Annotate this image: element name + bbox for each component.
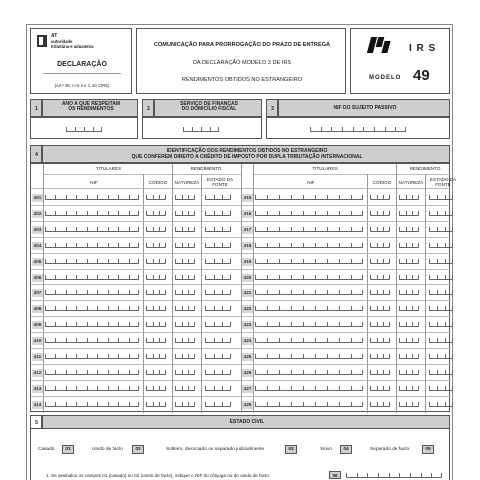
row-codigo-input[interactable] — [146, 353, 166, 359]
row-codigo-input[interactable] — [370, 321, 390, 327]
row-codigo-input[interactable] — [146, 194, 166, 200]
header-left-box — [30, 28, 132, 94]
tax-office-input[interactable] — [183, 126, 219, 132]
row-natureza-input[interactable] — [399, 226, 419, 232]
row-nif-input[interactable] — [45, 274, 139, 280]
table-row — [241, 316, 451, 332]
row-number: 414 — [33, 401, 42, 407]
row-number: 405 — [33, 258, 42, 264]
row-number: 422 — [243, 306, 252, 312]
table-divider — [31, 284, 241, 285]
row-nif-input[interactable] — [255, 305, 363, 311]
row-estado-fonte-input[interactable] — [429, 289, 453, 295]
row-nif-input[interactable] — [255, 258, 363, 264]
row-number: 426 — [243, 369, 252, 375]
row-nif-input[interactable] — [255, 337, 363, 343]
row-number: 408 — [33, 306, 42, 312]
table-divider — [241, 396, 451, 397]
irs-label: I R S — [409, 43, 437, 54]
header-title-box — [136, 28, 346, 94]
row-natureza-input[interactable] — [175, 369, 195, 375]
row-nif-input[interactable] — [45, 321, 139, 327]
row-estado-fonte-input[interactable] — [205, 210, 231, 216]
section1-number: 1 — [30, 99, 42, 117]
row-natureza-input[interactable] — [175, 401, 195, 407]
row-number: 406 — [33, 274, 42, 280]
row-nif-input[interactable] — [45, 305, 139, 311]
row-natureza-input[interactable] — [175, 305, 195, 311]
row-estado-fonte-input[interactable] — [205, 242, 231, 248]
row-number: 411 — [33, 354, 42, 359]
row-codigo-input[interactable] — [370, 305, 390, 311]
table-row — [241, 253, 451, 269]
row-estado-fonte-input[interactable] — [429, 337, 453, 343]
row-codigo-input[interactable] — [146, 226, 166, 232]
row-estado-fonte-input[interactable] — [429, 321, 453, 327]
estado-fonte-column-header: ESTADO DA FONTE — [429, 177, 457, 187]
row-codigo-input[interactable] — [370, 353, 390, 359]
row-natureza-input[interactable] — [399, 369, 419, 375]
row-number: 415 — [243, 195, 252, 200]
row-codigo-input[interactable] — [370, 194, 390, 200]
table-row — [241, 221, 451, 237]
row-codigo-input[interactable] — [370, 226, 390, 232]
table-divider — [31, 316, 241, 317]
row-codigo-input[interactable] — [146, 337, 166, 343]
row-number: 423 — [243, 322, 252, 328]
doc-type: DECLARAÇÃO — [57, 61, 107, 68]
row-number: 427 — [243, 385, 252, 391]
table-row — [241, 205, 451, 221]
row-estado-fonte-input[interactable] — [205, 226, 231, 232]
civil-status-label: Solteiro, divorciado ou separado judicialmente — [166, 447, 265, 452]
row-natureza-input[interactable] — [175, 353, 195, 359]
table-divider — [43, 174, 241, 175]
row-codigo-input[interactable] — [146, 274, 166, 280]
row-natureza-input[interactable] — [399, 242, 419, 248]
row-nif-input[interactable] — [45, 385, 139, 391]
header-divider — [43, 73, 121, 74]
row-number: 407 — [33, 290, 42, 296]
row-codigo-input[interactable] — [146, 321, 166, 327]
row-number: 413 — [33, 385, 42, 391]
row-estado-fonte-input[interactable] — [205, 337, 231, 343]
civil-status-checkbox[interactable]: 01 — [62, 445, 74, 454]
row-estado-fonte-input[interactable] — [429, 194, 453, 200]
section2-label: SERVIÇO DE FINANÇAS DO DOMICÍLIO FISCAL — [180, 101, 238, 112]
row-nif-input[interactable] — [45, 194, 139, 200]
table-row — [241, 348, 451, 364]
row-natureza-input[interactable] — [175, 337, 195, 343]
nif-column-header: NIF — [90, 180, 98, 185]
spouse-nif-note: 1. Se assinalou os campos 01 (casado) ou 02 (unido de facto), indique o NIF do cônjuge ou do unido de facto — [46, 473, 269, 478]
table-row — [31, 205, 241, 221]
row-codigo-input[interactable] — [370, 242, 390, 248]
legal-reference: (Art.º 60, n.ºs 3 e 4, do CIRS) — [54, 83, 110, 88]
row-number: 416 — [243, 210, 252, 216]
row-codigo-input[interactable] — [370, 369, 390, 375]
table-divider — [31, 364, 241, 365]
table-row — [31, 348, 241, 364]
table-divider — [31, 380, 241, 381]
row-estado-fonte-input[interactable] — [205, 289, 231, 295]
row-estado-fonte-input[interactable] — [429, 305, 453, 311]
section2-header — [154, 99, 262, 117]
logo-text-tax: tributária e aduaneira — [51, 44, 94, 49]
row-codigo-input[interactable] — [370, 274, 390, 280]
row-nif-input[interactable] — [45, 401, 139, 407]
header-right-box — [350, 28, 450, 94]
row-estado-fonte-input[interactable] — [205, 258, 231, 264]
section5-number: 5 — [30, 415, 42, 429]
row-estado-fonte-input[interactable] — [429, 353, 453, 359]
row-number: 417 — [243, 226, 252, 232]
row-nif-input[interactable] — [45, 369, 139, 375]
row-nif-input[interactable] — [45, 210, 139, 216]
row-estado-fonte-input[interactable] — [205, 369, 231, 375]
row-natureza-input[interactable] — [399, 353, 419, 359]
row-nif-input[interactable] — [45, 353, 139, 359]
spouse-nif-code: 06 — [329, 471, 341, 479]
table-row — [31, 269, 241, 285]
section4-number: 4 — [30, 145, 42, 163]
row-nif-input[interactable] — [255, 353, 363, 359]
at-logo-icon — [37, 35, 47, 47]
section5-title: ESTADO CIVIL — [229, 419, 265, 425]
logo-text-authority: autoridade — [51, 39, 73, 44]
civil-status-label: Viúvo — [320, 447, 332, 452]
spouse-nif-input[interactable] — [346, 472, 442, 478]
row-number: 402 — [33, 210, 42, 216]
section2-number: 2 — [142, 99, 154, 117]
section4-title-line2: QUE CONFEREM DIREITO A CRÉDITO DE IMPOSTO POR DUPLA TRIBUTAÇÃO INTERNACIONAL — [131, 154, 363, 160]
civil-status-label: Unido de facto — [92, 447, 123, 452]
table-divider — [241, 237, 451, 238]
civil-status-checkbox[interactable]: 03 — [285, 445, 297, 454]
codigo-column-header: CÓDIGO — [372, 180, 392, 185]
row-nif-input[interactable] — [255, 274, 363, 280]
row-number: 424 — [243, 338, 252, 344]
row-natureza-input[interactable] — [175, 210, 195, 216]
irs-emblem-icon — [369, 37, 389, 53]
row-number: 403 — [33, 226, 42, 232]
row-nif-input[interactable] — [45, 337, 139, 343]
table-divider — [241, 364, 451, 365]
row-natureza-input[interactable] — [399, 194, 419, 200]
row-codigo-input[interactable] — [370, 385, 390, 391]
row-estado-fonte-input[interactable] — [429, 242, 453, 248]
table-row — [31, 253, 241, 269]
table-row — [241, 364, 451, 380]
row-estado-fonte-input[interactable] — [205, 353, 231, 359]
row-estado-fonte-input[interactable] — [429, 258, 453, 264]
row-codigo-input[interactable] — [146, 385, 166, 391]
table-divider — [31, 332, 241, 333]
row-natureza-input[interactable] — [175, 274, 195, 280]
nif-column-header: NIF — [307, 180, 315, 185]
titulares-header: TITULARES — [95, 166, 122, 171]
form-title-line3: RENDIMENTOS OBTIDOS NO ESTRANGEIRO — [181, 77, 303, 83]
row-natureza-input[interactable] — [399, 385, 419, 391]
table-divider — [241, 300, 451, 301]
section4-title-line1: IDENTIFICAÇÃO DOS RENDIMENTOS OBTIDOS NO ESTRANGEIRO — [166, 148, 328, 154]
row-number: 404 — [33, 242, 42, 248]
section3-label: NIF DO SUJEITO PASSIVO — [333, 105, 397, 111]
form-title-line1: COMUNICAÇÃO PARA PRORROGAÇÃO DO PRAZO DE ENTREGA — [153, 42, 331, 48]
row-natureza-input[interactable] — [399, 289, 419, 295]
section5-header — [42, 415, 450, 429]
table-divider — [253, 174, 451, 175]
row-natureza-input[interactable] — [175, 226, 195, 232]
row-nif-input[interactable] — [255, 194, 363, 200]
estado-fonte-column-header: ESTADO DA FONTE — [206, 177, 234, 187]
modelo-label: MODELO — [369, 75, 402, 81]
civil-status-label: Separado de facto — [370, 447, 410, 452]
table-row — [31, 284, 241, 300]
row-natureza-input[interactable] — [175, 194, 195, 200]
table-divider — [241, 205, 451, 206]
table-row — [31, 364, 241, 380]
civil-status-checkbox[interactable]: 05 — [422, 445, 434, 454]
row-natureza-input[interactable] — [399, 274, 419, 280]
row-nif-input[interactable] — [45, 242, 139, 248]
row-estado-fonte-input[interactable] — [429, 210, 453, 216]
table-divider — [241, 253, 451, 254]
row-codigo-input[interactable] — [146, 210, 166, 216]
table-divider — [241, 348, 451, 349]
row-codigo-input[interactable] — [146, 242, 166, 248]
row-number: 419 — [243, 258, 252, 264]
row-estado-fonte-input[interactable] — [429, 274, 453, 280]
row-natureza-input[interactable] — [175, 242, 195, 248]
table-divider — [31, 300, 241, 301]
row-natureza-input[interactable] — [175, 385, 195, 391]
row-number: 409 — [33, 322, 42, 328]
rendimento-header: RENDIMENTO — [409, 166, 441, 171]
row-codigo-input[interactable] — [370, 210, 390, 216]
codigo-column-header: CÓDIGO — [148, 180, 168, 185]
row-natureza-input[interactable] — [399, 321, 419, 327]
row-nif-input[interactable] — [255, 242, 363, 248]
row-estado-fonte-input[interactable] — [429, 385, 453, 391]
table-divider — [31, 205, 241, 206]
row-number: 425 — [243, 354, 252, 359]
table-divider — [241, 284, 451, 285]
table-divider — [31, 221, 241, 222]
table-row — [241, 332, 451, 348]
natureza-column-header: NATUREZA — [398, 180, 424, 185]
table-row — [31, 380, 241, 396]
table-row — [241, 300, 451, 316]
table-divider — [31, 269, 241, 270]
row-estado-fonte-input[interactable] — [205, 305, 231, 311]
row-number: 410 — [33, 338, 42, 344]
table-divider — [31, 396, 241, 397]
table-row — [31, 332, 241, 348]
row-nif-input[interactable] — [255, 369, 363, 375]
row-estado-fonte-input[interactable] — [429, 226, 453, 232]
civil-status-label: Casado — [38, 447, 55, 452]
civil-status-checkbox[interactable]: 02 — [132, 445, 144, 454]
row-number: 420 — [243, 274, 252, 280]
table-row — [31, 221, 241, 237]
row-natureza-input[interactable] — [399, 337, 419, 343]
section1-header — [42, 99, 138, 117]
row-natureza-input[interactable] — [399, 305, 419, 311]
row-estado-fonte-input[interactable] — [205, 385, 231, 391]
row-natureza-input[interactable] — [175, 321, 195, 327]
row-estado-fonte-input[interactable] — [205, 321, 231, 327]
table-row — [31, 189, 241, 205]
table-row — [241, 269, 451, 285]
table-row — [31, 396, 241, 412]
table-divider — [241, 269, 451, 270]
row-nif-input[interactable] — [45, 258, 139, 264]
row-nif-input[interactable] — [255, 401, 363, 407]
rendimento-header: RENDIMENTO — [190, 166, 222, 171]
row-codigo-input[interactable] — [370, 258, 390, 264]
titulares-header: TITULARES — [312, 166, 338, 171]
civil-status-checkbox[interactable]: 04 — [340, 445, 352, 454]
row-codigo-input[interactable] — [146, 401, 166, 407]
row-natureza-input[interactable] — [399, 210, 419, 216]
row-number: 401 — [33, 195, 42, 200]
form-title-line2: DA DECLARAÇÃO MODELO 3 DE IRS — [192, 60, 292, 66]
row-estado-fonte-input[interactable] — [429, 369, 453, 375]
row-nif-input[interactable] — [255, 321, 363, 327]
section4-header — [42, 145, 450, 163]
row-nif-input[interactable] — [255, 385, 363, 391]
row-codigo-input[interactable] — [146, 369, 166, 375]
section1-label: ANO A QUE RESPEITAM OS RENDIMENTOS — [61, 101, 121, 112]
row-natureza-input[interactable] — [175, 258, 195, 264]
row-codigo-input[interactable] — [146, 289, 166, 295]
table-row — [241, 380, 451, 396]
row-number: 421 — [243, 290, 252, 296]
table-divider — [241, 380, 451, 381]
table-divider — [31, 237, 241, 238]
row-codigo-input[interactable] — [146, 305, 166, 311]
row-natureza-input[interactable] — [175, 289, 195, 295]
taxpayer-nif-input[interactable] — [310, 126, 406, 132]
row-number: 412 — [33, 369, 42, 375]
year-input[interactable] — [66, 126, 102, 132]
table-row — [31, 316, 241, 332]
row-nif-input[interactable] — [45, 289, 139, 295]
table-divider — [31, 348, 241, 349]
row-nif-input[interactable] — [45, 226, 139, 232]
table-divider — [31, 253, 241, 254]
row-nif-input[interactable] — [255, 226, 363, 232]
table-divider — [241, 221, 451, 222]
row-natureza-input[interactable] — [399, 401, 419, 407]
row-nif-input[interactable] — [255, 210, 363, 216]
logo-text-at: AT — [51, 33, 58, 39]
section3-header — [278, 99, 450, 117]
table-row — [241, 284, 451, 300]
row-estado-fonte-input[interactable] — [205, 274, 231, 280]
row-natureza-input[interactable] — [399, 258, 419, 264]
table-row — [241, 189, 451, 205]
section4-table — [30, 163, 457, 412]
row-nif-input[interactable] — [255, 289, 363, 295]
row-estado-fonte-input[interactable] — [429, 401, 453, 407]
natureza-column-header: NATUREZA — [174, 180, 200, 185]
row-codigo-input[interactable] — [370, 401, 390, 407]
table-row — [31, 237, 241, 253]
table-divider — [241, 332, 451, 333]
row-estado-fonte-input[interactable] — [205, 194, 231, 200]
row-number: 428 — [243, 401, 252, 407]
table-divider — [241, 316, 451, 317]
row-codigo-input[interactable] — [146, 258, 166, 264]
modelo-number: 49 — [413, 67, 430, 84]
section3-number: 3 — [266, 99, 278, 117]
table-row — [241, 396, 451, 412]
row-estado-fonte-input[interactable] — [205, 401, 231, 407]
table-row — [241, 237, 451, 253]
row-codigo-input[interactable] — [370, 289, 390, 295]
table-row — [31, 300, 241, 316]
row-number: 418 — [243, 242, 252, 248]
row-codigo-input[interactable] — [370, 337, 390, 343]
